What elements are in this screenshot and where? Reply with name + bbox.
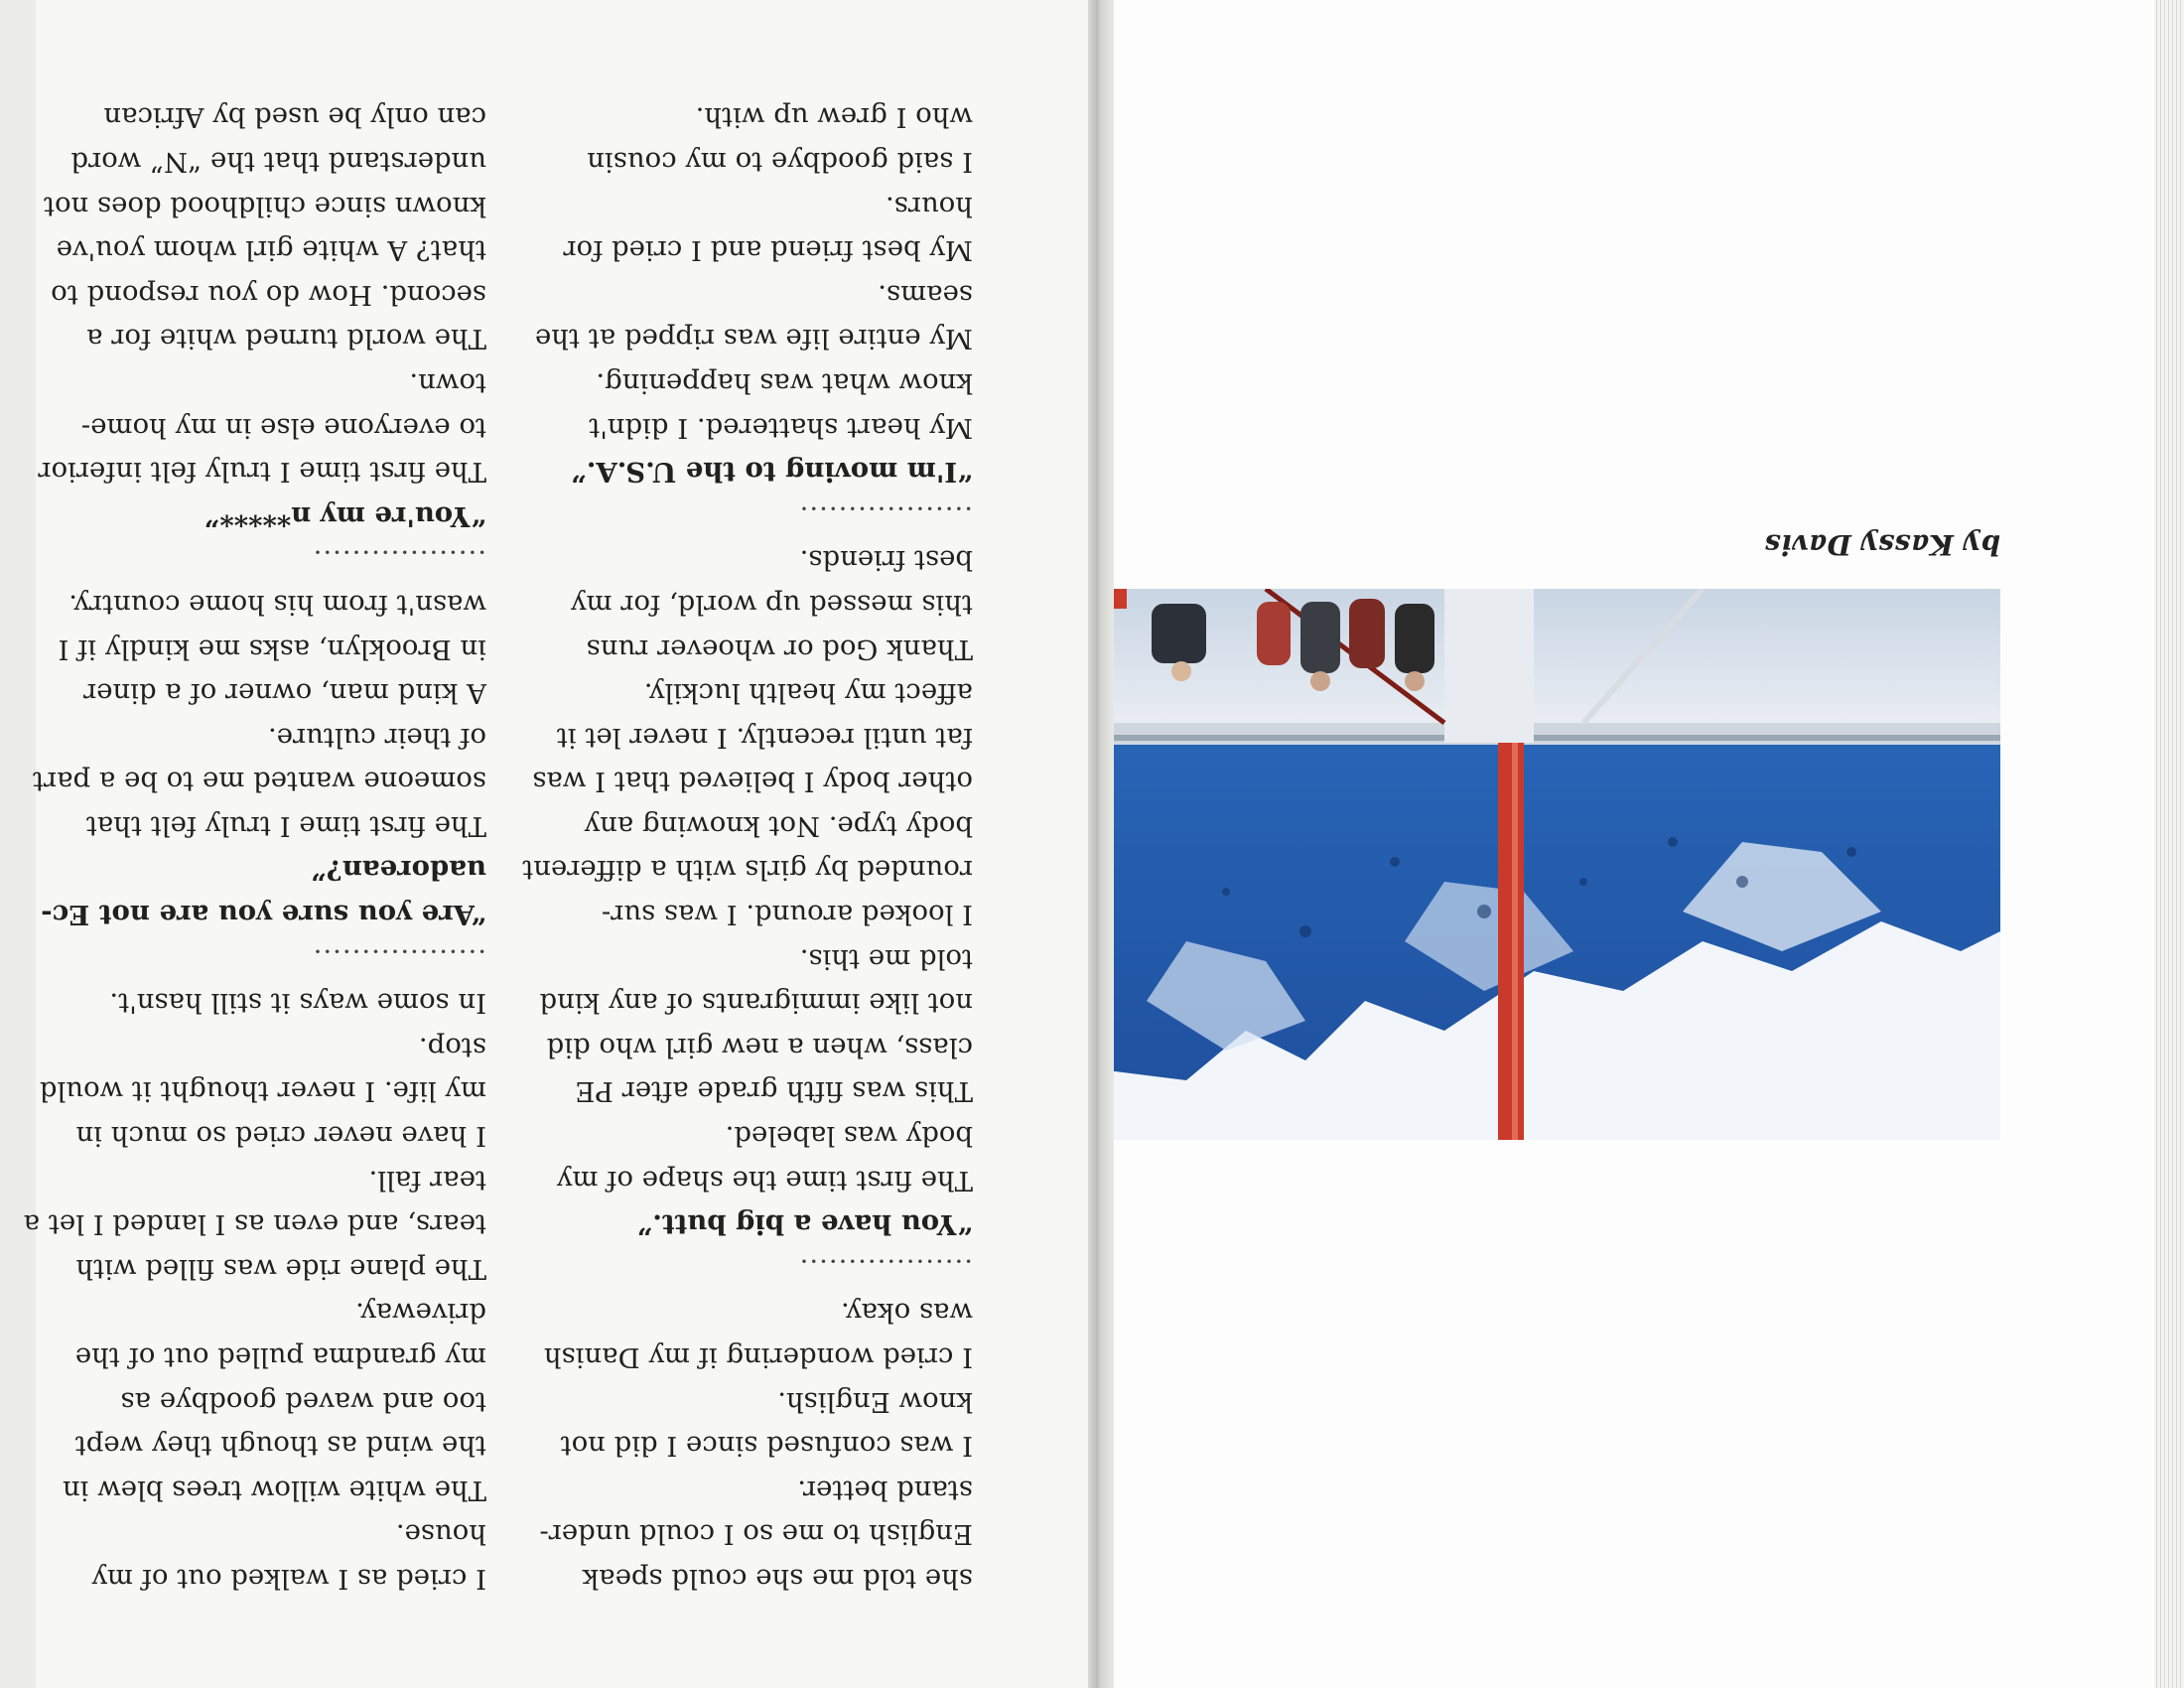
author-byline: by Kassy Davis	[1764, 528, 2000, 561]
body-line: The first time I truly felt inferior	[38, 456, 486, 489]
body-line: stand better.	[797, 1474, 973, 1506]
body-line: was okay.	[840, 1297, 973, 1330]
body-line: my grandma pulled out of the	[74, 1341, 486, 1374]
body-line: fat until recently. I never let it	[556, 721, 973, 754]
body-line: I was confused since I did not	[560, 1430, 973, 1463]
body-line: told me this.	[799, 942, 973, 975]
body-line: Thank God or whoever runs	[586, 633, 973, 665]
body-line: stop.	[418, 1031, 486, 1063]
body-line: I looked around. I was sur-	[601, 899, 973, 931]
body-line: this messed up world, for my	[570, 588, 973, 621]
body-line: someone wanted me to be a part	[32, 766, 486, 798]
body-line: rounded by girls with a different	[522, 854, 973, 887]
body-line: This was fifth grade after PE	[575, 1075, 973, 1108]
body-line: tear fall.	[368, 1164, 486, 1196]
section-divider: ..................	[312, 942, 486, 975]
body-line: I cried as I walked out of my	[91, 1563, 486, 1595]
body-line: town.	[409, 366, 486, 399]
body-line: best friends.	[799, 544, 973, 577]
body-line: of their culture.	[267, 721, 486, 754]
text-column-left	[522, 95, 973, 1601]
body-line: My best friend and I cried for	[563, 234, 973, 267]
body-line: The white willow trees blew in	[62, 1474, 486, 1506]
body-line: body was labeled.	[725, 1120, 973, 1153]
body-line: body type. Not knowing any	[584, 809, 973, 842]
body-line: My entire life was ripped at the	[535, 323, 973, 355]
body-line: who I grew up with.	[695, 101, 973, 134]
body-line: know what was happening.	[596, 366, 973, 399]
body-line: understand that the “N” word	[70, 146, 486, 178]
body-line: know English.	[777, 1385, 973, 1418]
body-line: too and waved goodbye as	[120, 1385, 486, 1418]
body-line: can only be used by African	[103, 101, 486, 134]
body-line: I have never cried so much in	[75, 1120, 486, 1153]
airplane-photo	[1107, 589, 2000, 1140]
section-heading: “You have a big butt.”	[636, 1208, 973, 1241]
body-line: class, when a new girl who did	[546, 1031, 973, 1063]
body-line: The first time I truly felt that	[85, 809, 486, 842]
body-line: The plane ride was filled with	[75, 1252, 486, 1285]
body-line: I said goodbye to my cousin	[587, 146, 973, 178]
body-line: seams.	[878, 278, 973, 311]
body-line: The first time the shape of my	[556, 1164, 973, 1196]
body-line: tears, and even as I landed I let a	[23, 1208, 486, 1241]
section-divider: ..................	[798, 1252, 973, 1285]
body-line: my life. I never thought it would	[39, 1075, 486, 1108]
body-line: My heart shattered. I didn't	[589, 411, 973, 444]
photo-image	[1107, 589, 2000, 1140]
section-heading: “I'm moving to the U.S.A.”	[570, 456, 973, 489]
body-line: known since childhood does not	[43, 190, 486, 222]
body-line: English to me so I could under-	[539, 1518, 973, 1551]
body-line: wasn't from his home country.	[68, 588, 486, 621]
body-line: driveway.	[355, 1297, 486, 1330]
body-line: In some ways it still hasn't.	[109, 987, 486, 1020]
body-line: The world turned white for a	[86, 323, 486, 355]
section-divider: ..................	[312, 544, 486, 577]
text-column-right	[23, 95, 486, 1601]
section-heading: “You're my n*****”	[204, 499, 486, 532]
body-line: to everyone else in my home-	[80, 411, 486, 444]
body-line: second. How do you respond to	[51, 278, 486, 311]
body-line: house.	[395, 1518, 486, 1551]
section-heading: “Are you sure you are not Ec-	[41, 899, 486, 931]
body-line: other body I believed that I was	[532, 766, 973, 798]
body-line: affect my health luckily.	[643, 677, 973, 710]
body-line: that? A white girl whom you've	[56, 234, 486, 267]
body-line: A kind man, owner of a diner	[83, 677, 486, 710]
photo-page	[1112, 0, 2154, 1688]
body-line: I cried wondering if my Danish	[543, 1341, 973, 1374]
page-edge-stack	[2154, 0, 2184, 1688]
book-gutter	[1084, 0, 1114, 1688]
body-line: the wind as though they wept	[74, 1430, 486, 1463]
body-line: not like immigrants of any kind	[539, 987, 973, 1020]
body-line: hours.	[886, 190, 973, 222]
section-heading: uadorean?”	[310, 854, 486, 887]
section-divider: ..................	[798, 499, 973, 532]
body-line: she told me she could speak	[582, 1563, 973, 1595]
body-line: in Brooklyn, asks me kindly if I	[58, 633, 486, 665]
